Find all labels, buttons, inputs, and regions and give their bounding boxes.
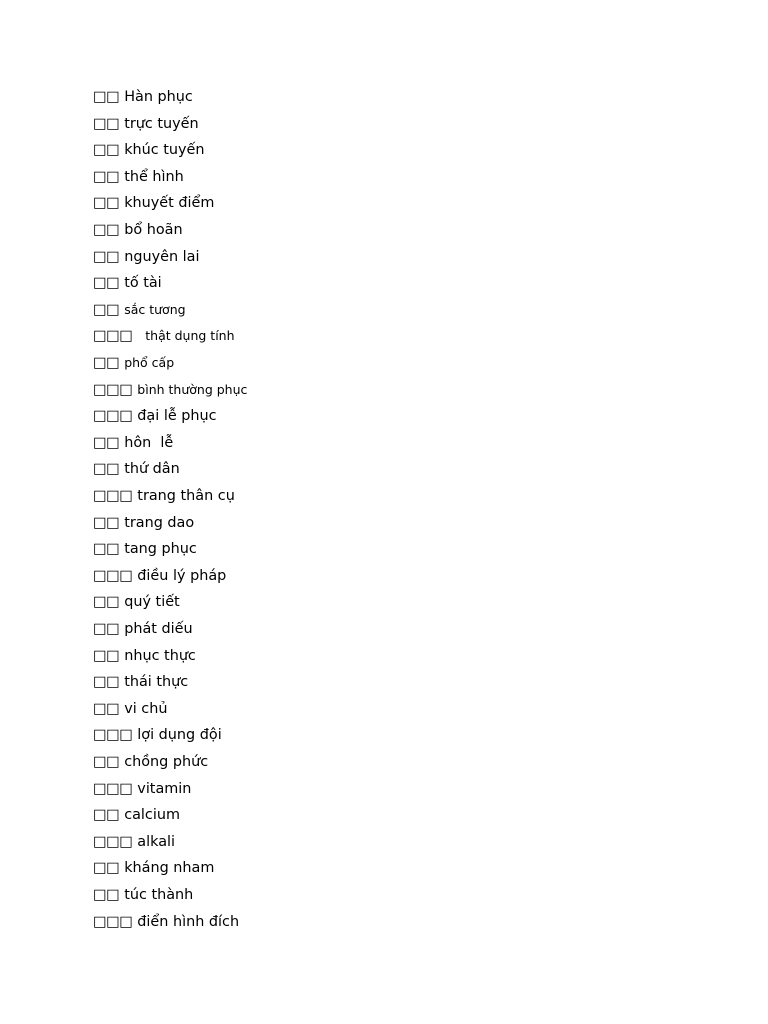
vocabulary-entry	[93, 855, 247, 882]
vietnamese-reading: chồng phức	[124, 753, 209, 770]
vietnamese-reading: vi chủ	[124, 700, 168, 717]
vocabulary-entry	[93, 164, 247, 191]
vocabulary-entry	[93, 217, 247, 244]
vietnamese-reading: Hàn phục	[124, 89, 193, 106]
vietnamese-reading: nhục thực	[124, 647, 196, 664]
korean-term: □□□	[93, 488, 133, 504]
vocabulary-entry	[93, 190, 247, 217]
korean-term: □□	[93, 620, 120, 637]
vietnamese-reading: bình thường phục	[137, 381, 248, 397]
vocabulary-entry	[93, 775, 247, 802]
vocabulary-entry	[93, 616, 247, 643]
vocabulary-entry	[93, 829, 247, 856]
vocabulary-entry	[93, 430, 247, 457]
korean-term: □□	[93, 886, 120, 903]
vietnamese-reading: kháng nham	[124, 860, 215, 877]
vietnamese-reading: thật dụng tính	[137, 328, 235, 344]
vocabulary-entry	[93, 563, 247, 590]
korean-term: □□	[93, 594, 120, 611]
korean-term: □□□	[93, 913, 133, 930]
vietnamese-reading: phát diếu	[124, 620, 193, 637]
vietnamese-reading: điển hình đích	[137, 913, 240, 930]
vocabulary-list	[93, 84, 247, 935]
korean-term: □□□	[93, 381, 133, 398]
vocabulary-entry	[93, 908, 247, 935]
korean-term: □□	[93, 222, 120, 239]
vietnamese-reading: bổ hoãn	[124, 222, 183, 239]
vietnamese-reading: lợi dụng đội	[137, 727, 222, 744]
vietnamese-reading: điều lý pháp	[137, 567, 227, 584]
vietnamese-reading: vitamin	[137, 780, 192, 797]
korean-term: □□□	[93, 328, 133, 345]
vocabulary-entry	[93, 297, 247, 324]
korean-term: □□□	[93, 780, 133, 797]
vocabulary-entry	[93, 137, 247, 164]
vocabulary-entry	[93, 749, 247, 776]
vietnamese-reading: đại lễ phục	[137, 408, 217, 425]
vocabulary-entry	[93, 244, 247, 271]
vocabulary-entry	[93, 802, 247, 829]
vocabulary-entry	[93, 722, 247, 749]
korean-term: □□	[93, 647, 120, 664]
vietnamese-reading: khúc tuyến	[124, 142, 205, 159]
korean-term: □□□	[93, 833, 133, 850]
korean-term: □□	[93, 514, 120, 531]
korean-term: □□	[93, 168, 120, 185]
vocabulary-entry	[93, 669, 247, 696]
korean-term: □□	[93, 541, 120, 558]
vietnamese-reading: sắc tương	[124, 301, 186, 317]
vietnamese-reading: phổ cấp	[124, 354, 175, 370]
korean-term: □□	[93, 142, 120, 159]
vocabulary-entry	[93, 536, 247, 563]
korean-term: □□	[93, 89, 120, 106]
vietnamese-reading: calcium	[124, 807, 180, 824]
vocabulary-entry	[93, 377, 247, 404]
vocabulary-entry	[93, 642, 247, 669]
korean-term: □□	[93, 195, 120, 212]
vocabulary-entry	[93, 696, 247, 723]
vietnamese-reading: hôn lễ	[124, 434, 174, 451]
vietnamese-reading: quý tiết	[124, 594, 180, 611]
vocabulary-entry	[93, 84, 247, 111]
korean-term: □□	[93, 753, 120, 770]
vietnamese-reading: túc thành	[124, 886, 194, 903]
vocabulary-entry	[93, 456, 247, 483]
vietnamese-reading: trang thân cụ	[137, 488, 235, 504]
korean-term: □□	[93, 700, 120, 717]
korean-term: □□	[93, 461, 120, 478]
vietnamese-reading: khuyết điểm	[124, 195, 215, 212]
korean-term: □□	[93, 115, 120, 132]
korean-term: □□	[93, 355, 120, 372]
vocabulary-entry	[93, 403, 247, 430]
vietnamese-reading: thể hình	[124, 168, 184, 185]
korean-term: □□	[93, 860, 120, 877]
vietnamese-reading: tố tài	[124, 275, 162, 292]
korean-term: □□	[93, 248, 120, 265]
vocabulary-entry	[93, 323, 247, 350]
vocabulary-entry	[93, 510, 247, 537]
vietnamese-reading: thái thực	[124, 674, 189, 691]
vietnamese-reading: tang phục	[124, 541, 197, 558]
korean-term: □□	[93, 301, 120, 318]
korean-term: □□□	[93, 408, 133, 425]
vocabulary-entry	[93, 111, 247, 138]
korean-term: □□□	[93, 567, 133, 584]
vietnamese-reading: thứ dân	[124, 461, 180, 478]
vocabulary-entry	[93, 350, 247, 377]
vocabulary-entry	[93, 483, 247, 510]
korean-term: □□	[93, 807, 120, 824]
vietnamese-reading: trang dao	[124, 514, 195, 531]
vocabulary-entry	[93, 270, 247, 297]
vietnamese-reading: alkali	[137, 833, 176, 850]
korean-term: □□	[93, 434, 120, 451]
korean-term: □□	[93, 674, 120, 691]
vocabulary-entry	[93, 589, 247, 616]
korean-term: □□	[93, 275, 120, 292]
vocabulary-entry	[93, 882, 247, 909]
korean-term: □□□	[93, 727, 133, 744]
vietnamese-reading: nguyên lai	[124, 248, 200, 265]
vietnamese-reading: trực tuyến	[124, 115, 199, 132]
